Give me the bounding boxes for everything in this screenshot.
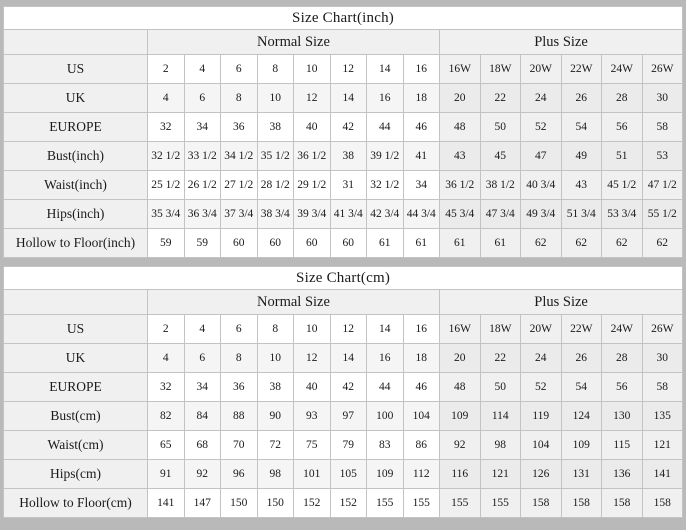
cell: 116 (440, 460, 481, 489)
cell: 35 3/4 (148, 200, 185, 229)
cell: 121 (480, 460, 521, 489)
cell: 12 (294, 84, 331, 113)
cell: 53 3/4 (602, 200, 643, 229)
cell: 26W (642, 315, 683, 344)
cell: 10 (294, 55, 331, 84)
cell: 119 (521, 402, 562, 431)
cell: 30 (642, 344, 683, 373)
row-label-bust: Bust(inch) (4, 142, 148, 171)
cell: 22W (561, 55, 602, 84)
cell: 8 (221, 344, 258, 373)
cell: 135 (642, 402, 683, 431)
cell: 4 (148, 344, 185, 373)
cell: 65 (148, 431, 185, 460)
cell: 114 (480, 402, 521, 431)
cell: 101 (294, 460, 331, 489)
cell: 10 (257, 344, 294, 373)
table-row (4, 315, 683, 344)
cell: 84 (184, 402, 221, 431)
cell: 52 (521, 113, 562, 142)
cell: 130 (602, 402, 643, 431)
cell: 62 (602, 229, 643, 258)
table-row (4, 55, 683, 84)
cell: 22W (561, 315, 602, 344)
cell: 18W (480, 315, 521, 344)
cell: 20W (521, 315, 562, 344)
cell: 35 1/2 (257, 142, 294, 171)
row-label-bust: Bust(cm) (4, 402, 148, 431)
cell: 32 1/2 (148, 142, 185, 171)
cell: 6 (221, 55, 258, 84)
cell: 29 1/2 (294, 171, 331, 200)
cell: 155 (480, 489, 521, 518)
row-label-hips: Hips(cm) (4, 460, 148, 489)
cell: 61 (403, 229, 440, 258)
cell: 41 3/4 (330, 200, 367, 229)
group-header-normal: Normal Size (148, 30, 440, 55)
cell: 10 (294, 315, 331, 344)
cell: 104 (521, 431, 562, 460)
row-label-uk: UK (4, 84, 148, 113)
cell: 30 (642, 84, 683, 113)
cell: 124 (561, 402, 602, 431)
cell: 33 1/2 (184, 142, 221, 171)
cell: 51 (602, 142, 643, 171)
cell: 115 (602, 431, 643, 460)
cell: 56 (602, 113, 643, 142)
cell: 44 3/4 (403, 200, 440, 229)
cell: 109 (440, 402, 481, 431)
cell: 32 1/2 (367, 171, 404, 200)
cell: 152 (294, 489, 331, 518)
group-header-plus: Plus Size (440, 30, 683, 55)
cell: 2 (148, 315, 185, 344)
cell: 121 (642, 431, 683, 460)
group-header-normal: Normal Size (148, 290, 440, 315)
cell: 25 1/2 (148, 171, 185, 200)
cell: 47 1/2 (642, 171, 683, 200)
cell: 38 1/2 (480, 171, 521, 200)
group-header-plus: Plus Size (440, 290, 683, 315)
table-row (4, 373, 683, 402)
cell: 79 (330, 431, 367, 460)
cell: 42 (330, 373, 367, 402)
cell: 54 (561, 113, 602, 142)
group-header-spacer (4, 290, 148, 315)
cell: 42 (330, 113, 367, 142)
cell: 61 (440, 229, 481, 258)
cell: 100 (367, 402, 404, 431)
cell: 22 (480, 344, 521, 373)
cell: 93 (294, 402, 331, 431)
cell: 46 (403, 373, 440, 402)
cell: 14 (367, 55, 404, 84)
cell: 72 (257, 431, 294, 460)
cell: 39 3/4 (294, 200, 331, 229)
cell: 91 (148, 460, 185, 489)
cell: 50 (480, 113, 521, 142)
row-label-europe: EUROPE (4, 373, 148, 402)
cell: 136 (602, 460, 643, 489)
row-label-waist: Waist(cm) (4, 431, 148, 460)
cell: 60 (221, 229, 258, 258)
cell: 62 (642, 229, 683, 258)
cell: 83 (367, 431, 404, 460)
chart-title-row (4, 267, 683, 290)
cell: 158 (642, 489, 683, 518)
cell: 60 (257, 229, 294, 258)
cell: 38 3/4 (257, 200, 294, 229)
cell: 34 (403, 171, 440, 200)
cell: 90 (257, 402, 294, 431)
cell: 155 (403, 489, 440, 518)
cell: 86 (403, 431, 440, 460)
cell: 147 (184, 489, 221, 518)
cell: 24W (602, 315, 643, 344)
cell: 12 (330, 55, 367, 84)
cell: 31 (330, 171, 367, 200)
cell: 34 (184, 373, 221, 402)
cell: 150 (257, 489, 294, 518)
cell: 50 (480, 373, 521, 402)
cell: 126 (521, 460, 562, 489)
cell: 56 (602, 373, 643, 402)
table-row (4, 171, 683, 200)
cell: 20W (521, 55, 562, 84)
cell: 40 3/4 (521, 171, 562, 200)
cell: 141 (148, 489, 185, 518)
cell: 41 (403, 142, 440, 171)
cell: 45 1/2 (602, 171, 643, 200)
cell: 92 (184, 460, 221, 489)
cell: 92 (440, 431, 481, 460)
cell: 28 (602, 344, 643, 373)
cell: 68 (184, 431, 221, 460)
cell: 59 (184, 229, 221, 258)
row-label-uk: UK (4, 344, 148, 373)
cell: 45 3/4 (440, 200, 481, 229)
cell: 109 (561, 431, 602, 460)
cell: 58 (642, 373, 683, 402)
cell: 36 (221, 373, 258, 402)
cell: 26 1/2 (184, 171, 221, 200)
cell: 96 (221, 460, 258, 489)
group-header-row (4, 290, 683, 315)
cell: 141 (642, 460, 683, 489)
cell: 75 (294, 431, 331, 460)
cell: 62 (561, 229, 602, 258)
cell: 158 (561, 489, 602, 518)
cell: 28 1/2 (257, 171, 294, 200)
cell: 150 (221, 489, 258, 518)
cell: 104 (403, 402, 440, 431)
cell: 26 (561, 344, 602, 373)
cell: 8 (257, 315, 294, 344)
cell: 28 (602, 84, 643, 113)
row-label-hollow-to-floor: Hollow to Floor(cm) (4, 489, 148, 518)
table-row (4, 142, 683, 171)
cell: 55 1/2 (642, 200, 683, 229)
cell: 155 (367, 489, 404, 518)
cell: 43 (561, 171, 602, 200)
cell: 152 (330, 489, 367, 518)
cell: 60 (294, 229, 331, 258)
cell: 8 (257, 55, 294, 84)
cell: 32 (148, 373, 185, 402)
cell: 12 (330, 315, 367, 344)
cell: 6 (184, 84, 221, 113)
table-row (4, 229, 683, 258)
cell: 24 (521, 344, 562, 373)
cell: 52 (521, 373, 562, 402)
cell: 70 (221, 431, 258, 460)
chart-title-row (4, 7, 683, 30)
row-label-europe: EUROPE (4, 113, 148, 142)
cell: 37 3/4 (221, 200, 258, 229)
cell: 38 (330, 142, 367, 171)
cell: 4 (184, 55, 221, 84)
cell: 6 (221, 315, 258, 344)
cell: 6 (184, 344, 221, 373)
cell: 10 (257, 84, 294, 113)
cell: 39 1/2 (367, 142, 404, 171)
cell: 22 (480, 84, 521, 113)
cell: 51 3/4 (561, 200, 602, 229)
cell: 34 (184, 113, 221, 142)
cell: 58 (642, 113, 683, 142)
cell: 36 1/2 (440, 171, 481, 200)
cell: 61 (480, 229, 521, 258)
cell: 40 (294, 373, 331, 402)
table-row (4, 460, 683, 489)
cell: 16 (367, 344, 404, 373)
cell: 27 1/2 (221, 171, 258, 200)
cell: 2 (148, 55, 185, 84)
cell: 12 (294, 344, 331, 373)
cell: 98 (257, 460, 294, 489)
cell: 14 (330, 344, 367, 373)
cell: 49 (561, 142, 602, 171)
cell: 98 (480, 431, 521, 460)
cell: 18 (403, 344, 440, 373)
cell: 48 (440, 113, 481, 142)
cell: 18 (403, 84, 440, 113)
cell: 131 (561, 460, 602, 489)
row-label-hollow-to-floor: Hollow to Floor(inch) (4, 229, 148, 258)
cell: 105 (330, 460, 367, 489)
cell: 36 3/4 (184, 200, 221, 229)
cell: 42 3/4 (367, 200, 404, 229)
row-label-hips: Hips(inch) (4, 200, 148, 229)
cell: 20 (440, 344, 481, 373)
cell: 8 (221, 84, 258, 113)
cell: 16 (367, 84, 404, 113)
cell: 16 (403, 315, 440, 344)
cell: 53 (642, 142, 683, 171)
cell: 24W (602, 55, 643, 84)
cell: 36 (221, 113, 258, 142)
cell: 36 1/2 (294, 142, 331, 171)
cell: 32 (148, 113, 185, 142)
cell: 16 (403, 55, 440, 84)
row-label-us: US (4, 55, 148, 84)
cell: 14 (330, 84, 367, 113)
row-label-us: US (4, 315, 148, 344)
size-chart-inch (3, 6, 683, 258)
cell: 47 (521, 142, 562, 171)
cell: 158 (521, 489, 562, 518)
cell: 155 (440, 489, 481, 518)
page-title: Size Chart(inch) (4, 7, 683, 30)
cell: 54 (561, 373, 602, 402)
table-row (4, 344, 683, 373)
cell: 109 (367, 460, 404, 489)
cell: 14 (367, 315, 404, 344)
cell: 82 (148, 402, 185, 431)
cell: 158 (602, 489, 643, 518)
table-row (4, 200, 683, 229)
cell: 49 3/4 (521, 200, 562, 229)
cell: 60 (330, 229, 367, 258)
cell: 61 (367, 229, 404, 258)
cell: 43 (440, 142, 481, 171)
cell: 44 (367, 373, 404, 402)
group-header-spacer (4, 30, 148, 55)
cell: 38 (257, 373, 294, 402)
cell: 26 (561, 84, 602, 113)
size-chart-cm (3, 266, 683, 518)
cell: 46 (403, 113, 440, 142)
table-row (4, 402, 683, 431)
cell: 38 (257, 113, 294, 142)
table-row (4, 489, 683, 518)
cell: 88 (221, 402, 258, 431)
cell: 59 (148, 229, 185, 258)
cell: 4 (148, 84, 185, 113)
cell: 97 (330, 402, 367, 431)
cell: 34 1/2 (221, 142, 258, 171)
table-row (4, 113, 683, 142)
cell: 62 (521, 229, 562, 258)
group-header-row (4, 30, 683, 55)
cell: 16W (440, 315, 481, 344)
cell: 45 (480, 142, 521, 171)
cell: 18W (480, 55, 521, 84)
cell: 24 (521, 84, 562, 113)
cell: 112 (403, 460, 440, 489)
cell: 4 (184, 315, 221, 344)
row-label-waist: Waist(inch) (4, 171, 148, 200)
cell: 48 (440, 373, 481, 402)
page-title-cm: Size Chart(cm) (4, 267, 683, 290)
cell: 26W (642, 55, 683, 84)
table-row (4, 84, 683, 113)
cell: 40 (294, 113, 331, 142)
cell: 47 3/4 (480, 200, 521, 229)
table-row (4, 431, 683, 460)
cell: 44 (367, 113, 404, 142)
cell: 16W (440, 55, 481, 84)
cell: 20 (440, 84, 481, 113)
